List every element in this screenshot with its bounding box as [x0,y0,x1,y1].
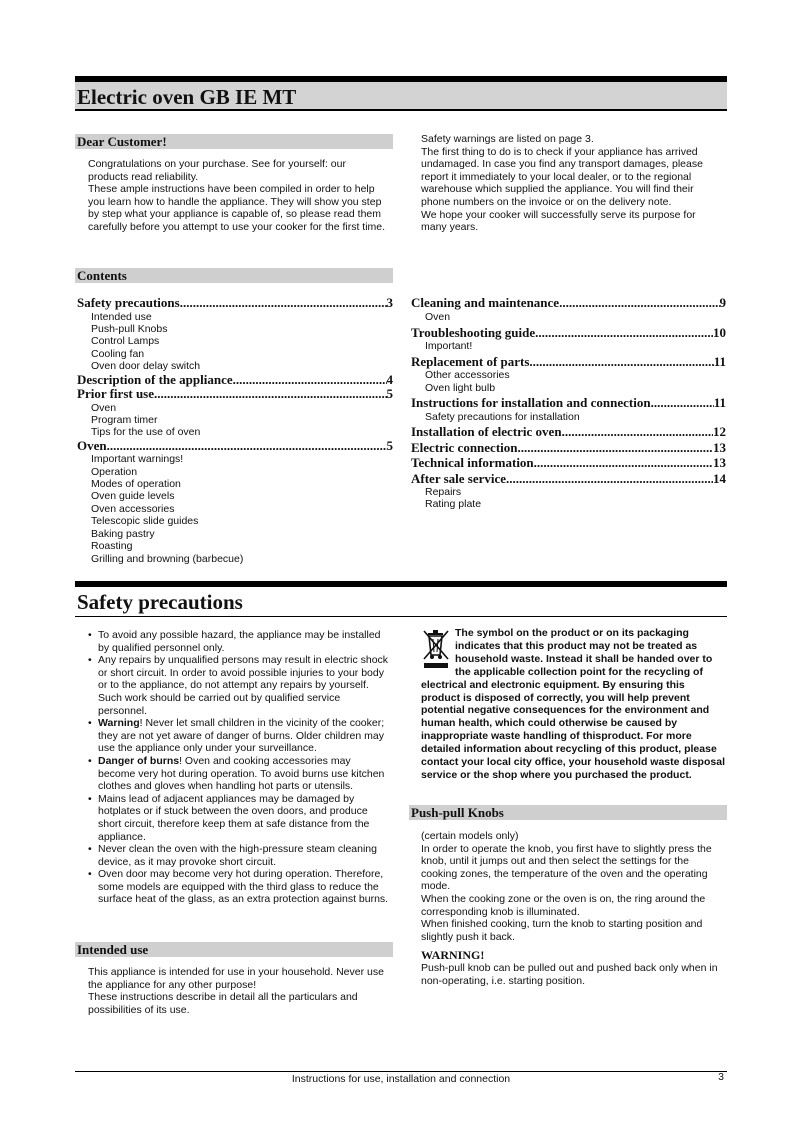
toc-title: Troubleshooting guide [411,325,536,340]
toc-title: Electric connection [411,440,518,455]
footer-text: Instructions for use, installation and connection [291,1073,511,1085]
toc-subentry[interactable]: Grilling and browning (barbecue) [91,552,244,565]
toc-entry[interactable] [411,441,726,456]
paragraph: These instructions describe in detail all the particulars and possibilities of its use. [88,991,358,1016]
toc-title: Description of the appliance [77,372,233,387]
paragraph: These ample instructions have been compiled in order to help you learn how to handle the appliance. They will show you step by step what your appliance is capable of, so please read them carefully before you attempt to use your cooker for the first time. [88,183,386,233]
toc-entry[interactable] [411,456,726,471]
toc-right [411,296,726,511]
toc-subentry[interactable]: Roasting [91,540,133,553]
toc-entry[interactable] [77,387,393,402]
crossed-out-wheelie-bin-icon [421,627,451,669]
toc-title: Oven [77,438,107,453]
toc-subentry[interactable]: Oven guide levels [91,490,175,503]
toc-title: After sale service [411,471,507,486]
toc-entry[interactable] [411,425,726,440]
toc-entry[interactable] [411,355,726,370]
section-rule [75,581,727,587]
toc-title: Instructions for installation and connection [411,396,651,411]
toc-page: 11 [713,396,726,411]
toc-title: Cleaning and maintenance [411,296,560,310]
toc-page: 5 [386,438,393,453]
toc-title: Replacement of parts [411,354,530,369]
list-item: • Any repairs by unqualified persons may result in electric shock or short circuit. In order to avoid possible injuries to your body or to the appliance, do not attempt any repairs by yourself. Such work should be carried out by qualified service personnel. [76,654,390,717]
toc-subentry[interactable]: Oven [91,401,117,414]
intro-right-text [421,133,721,234]
toc-subentry[interactable]: Cooling fan [91,347,145,360]
intended-use-heading: Intended use [75,942,393,957]
paragraph: In order to operate the knob, you first have to slightly press the knob, until it jumps out and then select the settings for the cooking zones, the temperature of the oven and the operating mode. [421,842,712,893]
toc-page: 9 [719,296,726,310]
toc-subentry[interactable]: Telescopic slide guides [91,515,199,528]
toc-page: 4 [386,372,393,387]
safety-bullet-list [76,629,390,906]
paragraph: (certain models only) [421,830,519,842]
toc-subentry[interactable]: Oven door delay switch [91,360,201,373]
toc-entry[interactable] [411,396,726,411]
paragraph: We hope your cooker will successfully serve its purpose for many years. [421,208,696,234]
toc-page: 11 [713,354,726,369]
toc-subentry[interactable]: Rating plate [425,498,482,511]
weee-notice: The symbol on the product or on its packaging indicates that this product may not be treated as household waste. Instead it shall be handed over to the applicable collection point for the recycling of electrical and electronic equipment. By ensuring this product is disposed of correctly, you will help prevent potential negative consequences for the environment and human health, which could otherwise be caused by inappropriate waste handling of thisproduct. For more detailed information about recycling of this product, please contact your local city office, your household waste disposal service or the shop where you purchased the product. [421,627,725,781]
list-item: • To avoid any possible hazard, the appliance may be installed by qualified personnel only. [76,629,390,654]
paragraph: This appliance is intended for use in your household. Never use the appliance for any other purpose! [88,966,384,991]
toc-subentry[interactable]: Safety precautions for installation [425,410,580,423]
paragraph: The first thing to do is to check if your appliance has arrived undamaged. In case you find any transport damages, please report it immediately to your local dealer, or to the regional warehouse which supplied the appliance. You will find their phone numbers on the invoice or on the delivery note. [421,145,703,208]
safety-title: Safety precautions [77,590,243,614]
toc-page: 13 [713,456,726,471]
toc-subentry[interactable]: Important! [425,340,473,353]
list-item: • Mains lead of adjacent appliances may be damaged by hotplates or if stuck between the oven doors, and produce short circuit, therefore keep them at safe distance from the appliance. [76,793,390,843]
page-number: 3 [718,1071,724,1083]
title-bar [75,82,727,111]
toc-subentry[interactable]: Push-pull Knobs [91,322,168,335]
toc-subentry[interactable]: Intended use [91,310,152,323]
toc-title: Installation of electric oven [411,425,562,440]
toc-subentry[interactable]: Tips for the use of oven [91,426,201,439]
toc-subentry[interactable]: Oven [425,310,451,323]
contents-heading: Contents [75,268,393,283]
paragraph: When the cooking zone or the oven is on, the ring around the corresponding knob is illuminated. [421,892,706,918]
toc-subentry[interactable]: Baking pastry [91,527,155,540]
toc-entry[interactable] [411,326,726,341]
toc-subentry[interactable]: Oven light bulb [425,381,496,394]
warning-heading: WARNING! [421,948,485,963]
list-item: • Oven door may become very hot during operation. Therefore, some models are equipped with the third glass to reduce the surface heat of the glass, as an extra protection against burns. [76,868,390,906]
toc-entry[interactable] [77,296,393,311]
toc-entry[interactable] [411,472,726,487]
toc-subentry[interactable]: Modes of operation [91,478,181,491]
toc-subentry[interactable]: Operation [91,465,138,478]
toc-subentry[interactable]: Other accessories [425,369,510,382]
toc-page: 14 [713,471,726,486]
toc-page: 12 [713,425,726,440]
safety-title-bar [75,589,727,617]
toc-title: Prior first use [77,387,155,402]
toc-entry[interactable] [411,296,726,311]
toc-entry[interactable] [77,439,393,454]
toc-subentry[interactable]: Repairs [425,486,462,499]
warning-text: Push-pull knob can be pulled out and pushed back only when in non-operating, i.e. starting position. [421,962,718,987]
toc-subentry[interactable]: Control Lamps [91,335,160,348]
paragraph: Congratulations on your purchase. See for yourself: our products read reliability. [88,158,346,183]
list-item: • Never clean the oven with the high-pressure steam cleaning device, as it may provoke short circuit. [76,843,390,868]
toc-entry[interactable] [77,373,393,388]
intended-use-text [88,966,388,1016]
toc-subentry[interactable]: Oven accessories [91,502,175,515]
toc-page: 5 [386,387,393,402]
toc-subentry[interactable]: Program timer [91,413,158,426]
list-item: • Danger of burns! Oven and cooking accessories may become very hot during operation. To avoid burns use kitchen clothes and gloves when handling hot parts or utensils. [76,755,390,793]
toc-page: 13 [713,440,726,455]
toc-page: 3 [386,296,393,310]
footer-rule [75,1071,727,1072]
push-pull-heading: Push-pull Knobs [409,805,727,820]
toc-left [77,296,393,565]
dear-customer-text [88,158,388,234]
push-pull-text [421,830,724,988]
toc-title: Safety precautions [77,296,180,310]
paragraph: Safety warnings are listed on page 3. [421,133,594,145]
toc-page: 10 [713,325,726,340]
dear-customer-heading: Dear Customer! [75,134,393,149]
list-item: • Warning! Never let small children in the vicinity of the cooker; they are not yet aware of danger of burns. Older children may use the appliance only under your surveillance. [76,717,390,755]
toc-title: Technical information [411,456,534,471]
paragraph: When finished cooking, turn the knob to starting position and slightly push it back. [421,918,703,943]
page-title: Electric oven GB IE MT [77,85,297,109]
toc-subentry[interactable]: Important warnings! [91,453,184,466]
